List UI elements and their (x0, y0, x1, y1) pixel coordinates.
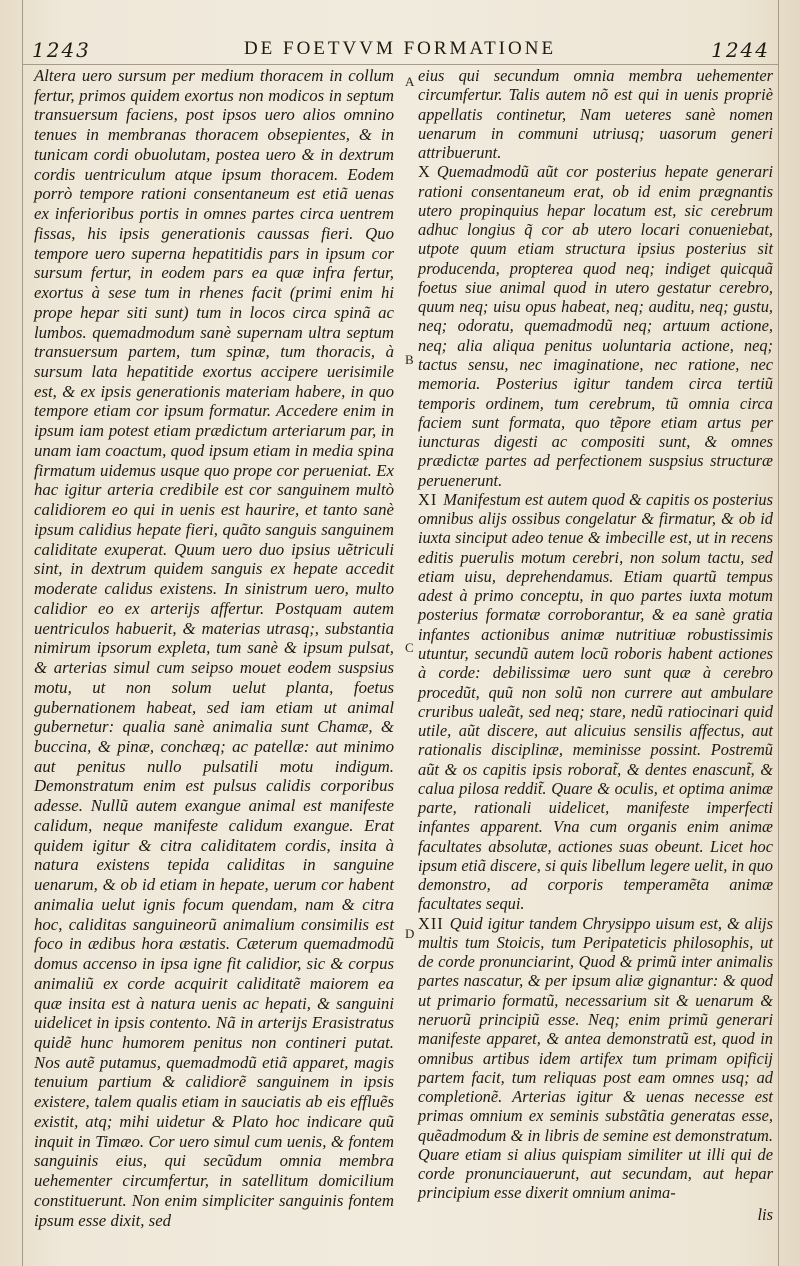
right-text-column (418, 66, 773, 1224)
section-number: XII (418, 913, 444, 933)
left-border-rule (22, 0, 23, 1266)
catchword: lis (757, 1204, 773, 1224)
section-text: Quemadmodũ aũt cor posterius hepate generari rationi consentaneum erat, ob id enim prægnantis utero propinquius hepar locatum est, sic cerebrum adhuc longius q̃ cor ab utero locari conueniebat, utpote quum etiam structura ipsius posterius sit producenda, propterea quod neq; indiget quicquã foetus siue animal quod in utero gestatur cerebro, quum neq; uisu opus habeat, neq; auditu, neq; gustu, neq; odoratu, quemadmodũ neq; artuum actione, neq; alia aliqua penitus uoluntaria actione, neq; tactus sensu, nec imaginatione, nec ratione, nec memoria. Posterius igitur tandem circa tertiũ temporis ordinem, tum cerebrum, tũ omnia circa faciem sunt formata, quo tẽpore etiam artus per iuncturas digesti ac compositi sunt, & omnes prædictæ partes ad perfectionem suspsius structuræ peruenerunt. (418, 162, 773, 490)
section-twelve (418, 914, 773, 1203)
margin-letter-a: A (405, 74, 415, 89)
margin-letter-d: D (405, 926, 415, 941)
left-column-text: Altera uero sursum per medium thoracem in collum fertur, primos quidem exortus non modicos in septum transuersum faciens, post ipsos uero alios omnino tenues in membranas thoracem obsepientes, & in tunicam cordi obuolutam, postea uero & in dextrum cordis uentriculum atque ipsum thoracem. Eodem porrò tempore rationi consentaneum est etiã uenas ex inferioribus portis in omnes partes circa uentrem fissas, his ipsis generationis caussas fieri. Quo tempore uero superna hepatitidis pars in ipsum cor sursum fertur, in eodem pars ea quæ infra fertur, exortus à sese tum in rhenes facit (primi enim hi prope hepar siti sunt) tum in locos circa spinã ac lumbos. quemadmodum sanè supernam ultra septum transuersum partem, tum spinæ, tum thoracis, à sursum lata hepatitide exortus accipere uerisimile est, & ex ipsis generationis materiam habere, in quo tempore etiam cor ipsum formatur. Accedere enim in ipsum iam potest etiam prædictum arteriarum par, in unam iam coactum, quod ipsum etiam in media spina firmatum uidemus usque quo prope cor perueniat. Ex hac igitur arteria credibile est cor sanguinem multò calidiorem eo qui in uenis est haurire, et tanto sanè ipsum calidius hepate fieri, quãto sanguis sanguinem caliditate exuperat. Quum uero duo ipsius uẽtriculi sint, in dextrum quidem sanguis ex hepate accedit moderate calidus existens. In sinistrum uero, multo calidior eo ex arterijs affertur. Postquam autem uentriculos habuerit, & materias utrasq;, substantia nimirum ipsorum expleta, tum sanè & ipsum pulsat, & arterias simul cum seipso mouet eodem suspsius motu, ut non solum uelut planta, foetus gubernationem habeat, sed iam etiam ut animal gubernetur: qualia sanè animalia sunt Chamæ, & buccina, & pinæ, conchæq; ac patellæ: aut minimo aut penitus nullo pulsatili motu indigum. Demonstratum enim est pulsus calidis corporibus adesse. Nullũ autem exangue animal est manifeste calidum, neque manifeste calidum exangue. Erat quidem igitur & citra caliditatem cordis, insita à natura existens tepida caliditas in sanguine uenarum, & ob id etiam in hepate, uerum cor habent animalia uelut ignis focum quendam, nam & citra hoc, caliditas sanguineorũ animalium consimilis est foco in ædibus hora æstatis. Cæterum quemadmodũ domus accenso in ipsa igne fit calidior, sic & corpus animaliũ ex corde acquirit caliditatẽ maiorem ea quæ insita est à natura uenis ac hepati, & sanguini uidelicet in ipsis contento. Nã in arterijs Erasistratus quidẽ hunc humorem penitus non contineri putat. Nos autẽ putamus, quemadmodũ etiã apparet, magis tenuium partium & calidiorẽ sanguinem in ipsis existere, talem qualis etiam in sauciatis ab eis effluẽs existit, atq; mihi uidetur & Plato hoc indicare quũ inquit in Timæo. Cor uero simul cum uenis, & fontem sanguinis eius, qui secũdum omnia membra uehementer circumfertur, in satellitum domicilium constituerunt. Non enim simpliciter sanguinis fontem ipsum esse dixit, sed (34, 66, 394, 1230)
section-number: XI (418, 489, 438, 509)
right-border-rule (778, 0, 779, 1266)
margin-letter-c: C (405, 640, 414, 655)
section-ten (418, 162, 773, 490)
page-header (0, 38, 800, 66)
folio-number-left: 1243 (32, 38, 91, 62)
left-text-column (34, 66, 394, 1230)
right-column-paragraph: eius qui secundum omnia membra uehementer circumfertur. Talis autem nõ est qui in uenis propriè appellatis continetur, Nam ueteres sanè nomen uenarum in communi utriusq; uasorum generi attribuerunt. (418, 66, 773, 163)
section-number: X (418, 162, 431, 182)
folio-number-right: 1244 (711, 38, 770, 62)
section-text: Manifestum est autem quod & capitis os posterius omnibus alijs ossibus congelatur & firmatur, & ob id iuxta sinciput adeo tenue & imbecille est, ut in recens editis puerulis motum cerebri, non solum tactu, sed etiam uisu, deprehendamus. Etiam quartũ tempus adest à primo conceptu, in quo partes iuxta motum posterius formatæ corroborantur, & ea sanè gratia infantes actionibus animæ nutritiuæ robustissimis utuntur, secundũ autem locũ roboris habent actiones à corde: debilissimæ uero sunt quæ à cerebro procedũt, quũ non solũ non currere aut ambulare cruribus ualeãt, sed neq; stare, nedũ ratiocinari quid utile, aũt discere, aut alicuius sensilis affectus, aut rationalis disciplinæ, meminisse possint. Postremũ aũt & os capitis ipsis roborat̃, & dentes enascunt̃, & calua pilosa reddit̃. Quare & oculis, et optima animæ parte, rationali uidelicet, manifeste imperfecti infantes apparent. Vna cum organis enim animæ facultates absolutæ, actiones suas obeunt. Licet hoc ipsum etiã discere, si quis libellum legere uelit, in quo demonstro, ad corporis temperamẽta animæ facultates sequi. (418, 489, 773, 914)
section-text: Quid igitur tandem Chrysippo uisum est, & alijs multis tum Stoicis, tum Peripateticis philosophis, ut de corde pronunciarint, Quod & primũ inter animalis partes nascatur, & per ipsum aliæ gignantur: & quod ut primario formatũ, necessarium sit & uenarum & neruorũ principiũ esse. Neq; enim primũ generari manifeste apparet, & antea demonstratũ est, quod in omnibus artibus idem artifex tum primam opificij partem facit, tum reliquas post eam omnes usq; ad completionẽ. Arterias igitur & uenas necesse est primas omnium ex seminis substãtia generatas esse, quẽadmodum & in libris de semine est demonstratum. Quare etiam si alius quispiam similiter ut illi qui de corde pronunciauerunt, aut secundam, aut hepar principium esse dixerit omnium anima- (418, 913, 773, 1203)
running-title: DE FOETVVM FORMATIONE (243, 38, 557, 59)
margin-letter-b: B (405, 352, 414, 367)
section-eleven (418, 490, 773, 914)
